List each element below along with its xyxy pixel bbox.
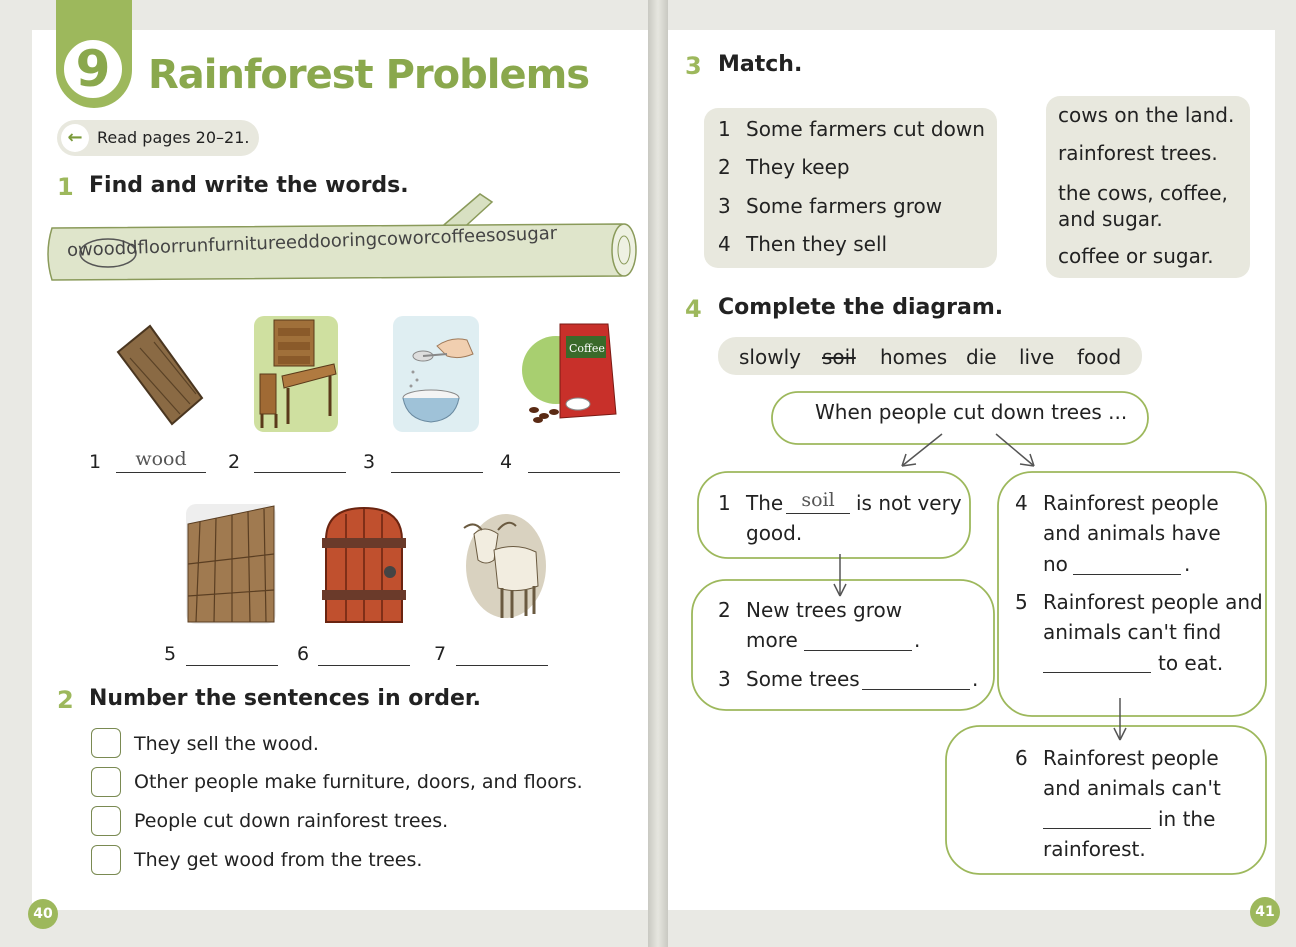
word-bank-5: live [1019,345,1055,369]
cloud-1-blank[interactable] [786,489,850,514]
cloud-5-num: 5 [1015,590,1028,614]
cloud-1 [698,472,970,558]
cloud-6-blank[interactable] [1043,804,1151,829]
match-left-2-num: 2 [718,155,731,179]
cloud-1-text-a: The [746,491,784,515]
ex3-instruction: Match. [718,52,803,77]
furniture-icon [254,316,338,432]
book-spine [648,0,668,947]
answer-blank-4[interactable] [528,448,620,473]
wordsearch-text: owooddfloorrunfurnitureeddooringcoworcoffeesosugar [66,222,558,261]
order-box-1[interactable] [91,728,121,758]
cloud-1-text-b: is not very [856,491,962,515]
sentence-4: They get wood from the trees. [134,849,423,871]
cloud-2-text-b: more [746,628,798,652]
answer-blank-6[interactable] [318,641,410,666]
answer-blank-7[interactable] [456,641,548,666]
word-bank-3: homes [880,345,948,369]
cloud-2-text-a: New trees grow [746,598,903,622]
label-4: 4 [500,451,513,473]
svg-text:Coffee: Coffee [569,342,605,355]
order-box-4[interactable] [91,845,121,875]
word-bank-6: food [1077,345,1122,369]
sugar-bowl-icon [393,316,479,432]
page-number-left: 40 [28,899,58,929]
cloud-2-blank[interactable] [804,626,912,651]
door-icon [318,504,410,624]
match-left-4-num: 4 [718,232,731,256]
ex1-instruction: Find and write the words. [89,173,409,198]
cloud-4-num: 4 [1015,491,1028,515]
wood-block-icon [110,318,210,428]
ex3-number: 3 [685,52,702,80]
ex1-number: 1 [57,173,74,201]
answer-blank-5[interactable] [186,641,278,666]
cloud-1-num: 1 [718,491,731,515]
arrow-left-icon: ← [61,124,89,152]
sentence-1: They sell the wood. [134,733,319,755]
unit-number: 9 [60,36,126,102]
cloud-1-text-c: good. [746,521,803,545]
label-2: 2 [228,451,241,473]
cloud-4-dot: . [1184,552,1191,576]
match-right-4: coffee or sugar. [1058,244,1214,268]
ex2-number: 2 [57,686,74,714]
order-box-3[interactable] [91,806,121,836]
sentence-2: Other people make furniture, doors, and floors. [134,771,583,793]
cloud-5-text-c: to eat. [1158,651,1224,675]
ex2-instruction: Number the sentences in order. [89,686,481,711]
cloud-3-dot: . [972,667,979,691]
cloud-4-text-b: and animals have [1043,521,1221,545]
word-bank-4: die [966,345,997,369]
wordsearch-circled-word: wood [77,237,127,261]
read-pages-text: Read pages 20–21. [97,128,250,147]
unit-title: Rainforest Problems [148,52,590,98]
cloud-4-blank[interactable] [1073,550,1181,575]
cloud-3-num: 3 [718,667,731,691]
coffee-bag-icon [520,318,620,426]
sentence-3: People cut down rainforest trees. [134,810,449,832]
label-7: 7 [434,643,447,665]
answer-blank-3[interactable] [391,448,483,473]
diagram-top-text: When people cut down trees ... [815,400,1128,424]
cloud-4-text-c: no [1043,552,1068,576]
cloud-5-text-b: animals can't find [1043,620,1222,644]
label-1: 1 [89,451,102,473]
cloud-6-text-b: and animals can't [1043,776,1221,800]
cloud-3-text-a: Some trees [746,667,860,691]
cloud-5-text-a: Rainforest people and [1043,590,1263,614]
read-pages-pill [57,120,259,156]
cloud-2-num: 2 [718,598,731,622]
match-left-2: They keep [746,155,850,179]
answer-blank-1[interactable] [116,448,206,473]
match-left-1: Some farmers cut down [746,117,985,141]
match-left-1-num: 1 [718,117,731,141]
order-box-2[interactable] [91,767,121,797]
match-right-2: rainforest trees. [1058,141,1218,165]
word-bank-2: soil [822,345,856,369]
floor-icon [186,504,276,624]
answer-blank-2[interactable] [254,448,346,473]
cloud-6-num: 6 [1015,746,1028,770]
cloud-5-blank[interactable] [1043,648,1151,673]
label-6: 6 [297,643,310,665]
cloud-6-text-a: Rainforest people [1043,746,1219,770]
cloud-2-dot: . [914,628,921,652]
page-number-right: 41 [1250,897,1280,927]
match-left-3: Some farmers grow [746,194,943,218]
cloud-1-answer: soil [801,489,835,511]
cow-icon [454,506,546,626]
cloud-3-blank[interactable] [862,665,970,690]
match-left-4: Then they sell [746,232,888,256]
cloud-6-text-c: in the [1158,807,1216,831]
cloud-4-text-a: Rainforest people [1043,491,1219,515]
label-3: 3 [363,451,376,473]
answer-1: wood [135,448,187,470]
label-5: 5 [164,643,177,665]
match-right-3: the cows, coffee, and sugar. [1058,181,1228,231]
match-left-3-num: 3 [718,194,731,218]
word-bank-1: slowly [739,345,801,369]
ex4-instruction: Complete the diagram. [718,295,1004,320]
cloud-6-text-d: rainforest. [1043,837,1146,861]
match-right-1: cows on the land. [1058,103,1235,127]
ex4-number: 4 [685,295,702,323]
